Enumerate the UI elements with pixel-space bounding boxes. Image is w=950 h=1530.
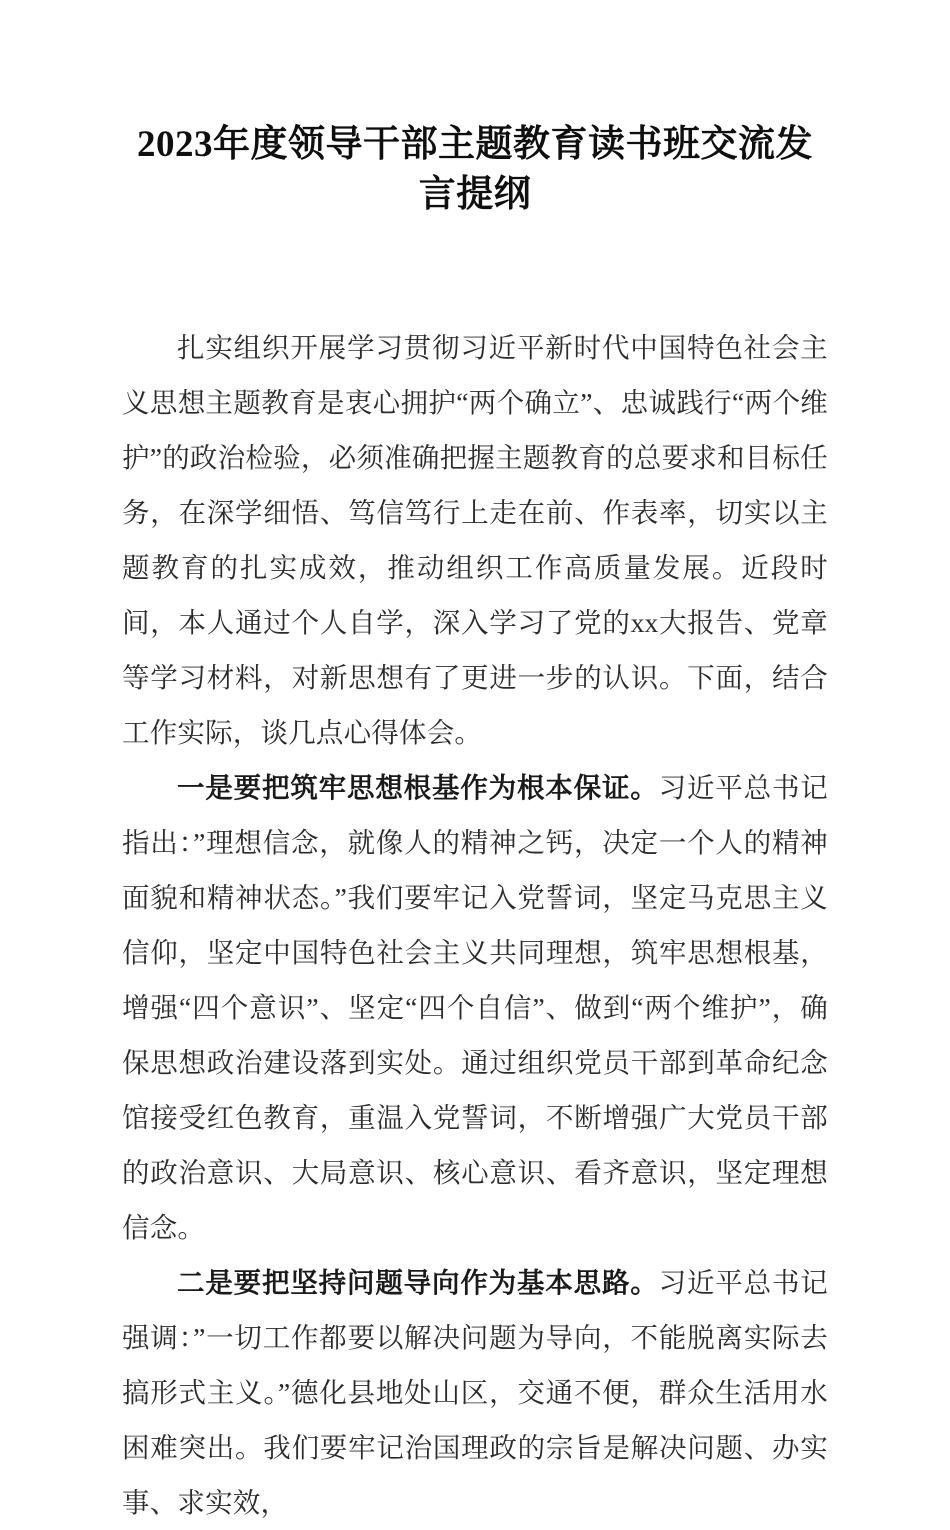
paragraph-3 [122,1255,828,1530]
paragraph-2 [122,760,828,1255]
paragraph-3-lead: 二是要把坚持问题导向作为基本思路。 [177,1267,659,1298]
page-title: 2023年度领导干部主题教育读书班交流发言提纲 [137,124,813,215]
paragraph-2-text: 习近平总书记指出：”理想信念，就像人的精神之钙，决定一个人的精神面貌和精神状态。”我们要牢记入党誓词，坚定马克思主义信仰，坚定中国特色社会主义共同理想，筑牢思想根基，增强“四个意识”、坚定“四个自信”、做到“两个维护”，确保思想政治建设落到实处。通过组织党员干部到革命纪念馆接受红色教育，重温入党誓词，不断增强广大党员干部的政治意识、大局意识、核心意识、看齐意识，坚定理想信念。 [122,772,828,1243]
document-body [122,120,828,1530]
paragraph-1 [122,320,828,760]
paragraph-2-lead: 一是要把筑牢思想根基作为根本保证。 [177,772,659,803]
paragraph-1-text: 扎实组织开展学习贯彻习近平新时代中国特色社会主义思想主题教育是衷心拥护“两个确立”、忠诚践行“两个维护”的政治检验，必须准确把握主题教育的总要求和目标任务，在深学细悟、笃信笃行上走在前、作表率，切实以主题教育的扎实成效，推动组织工作高质量发展。近段时间，本人通过个人自学，深入学习了党的xx大报告、党章等学习材料，对新思想有了更进一步的认识。下面，结合工作实际，谈几点心得体会。 [122,332,828,748]
title-body-spacer [122,220,828,275]
paragraph-3-text: 习近平总书记强调：”一切工作都要以解决问题为导向，不能脱离实际去搞形式主义。”德化县地处山区，交通不便，群众生活用水困难突出。我们要牢记治国理政的宗旨是解决问题、办实事、求实效， [122,1267,828,1518]
